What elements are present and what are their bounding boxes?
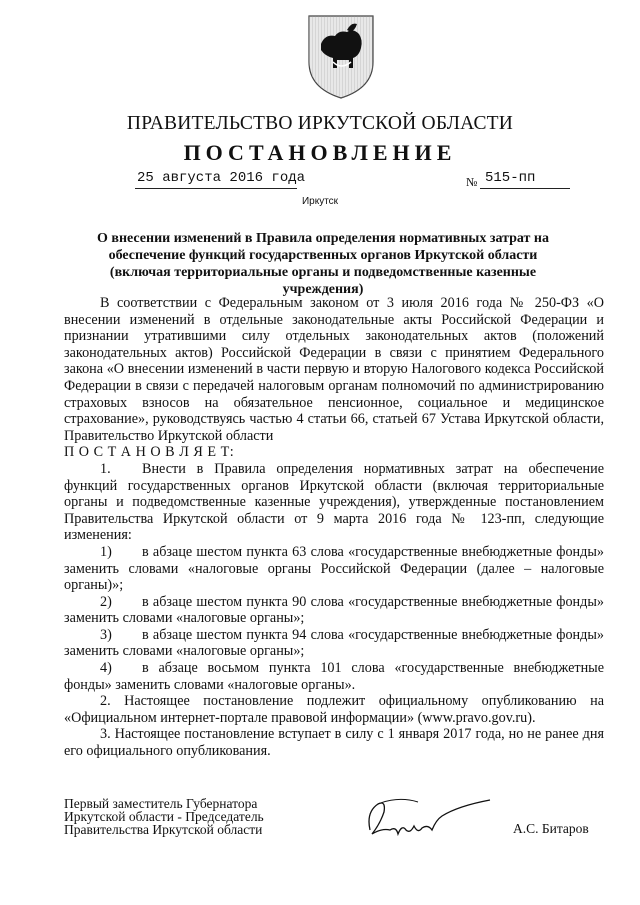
subitem-4-text: в абзаце восьмом пункта 101 слова «государственные внебюджетные фонды» заменить словами «налоговые органы». xyxy=(64,660,604,693)
number-sign: № xyxy=(466,175,478,189)
date-underline xyxy=(135,188,297,189)
subitem-3 xyxy=(64,627,604,660)
subitem-3-text: в абзаце шестом пункта 94 слова «государственные внебюджетные фонды» заменить словами «налоговые органы»; xyxy=(64,626,604,660)
subitem-3-number: 3) xyxy=(100,626,112,643)
number-underline xyxy=(480,188,570,189)
subitem-1-text: в абзаце шестом пункта 63 слова «государственные внебюджетные фонды» заменить словами «налоговые органы Российской Федерации (далее – налоговые органы)»; xyxy=(64,543,604,594)
paragraph-1 xyxy=(64,461,604,544)
paragraph-1-number: 1. xyxy=(100,460,111,477)
paragraph-1-text: Внести в Правила определения нормативных затрат на обеспечение функций государственных органов Иркутской области (включая территориальные органы и подведомственные казенные учреждения), утвержденные постановлением Правительства Иркутской области от 9 марта 2016 года № 123-пп, следующие изменения: xyxy=(64,460,604,544)
paragraph-3: 3. Настоящее постановление вступает в силу с 1 января 2017 года, но не ранее дня его официального опубликования. xyxy=(64,726,604,760)
subitem-1 xyxy=(64,544,604,594)
subitem-2 xyxy=(64,594,604,627)
paragraph-2: 2. Настоящее постановление подлежит официальному опубликованию на «Официальном интернет-портале правовой информации» (www.pravo.gov.ru). xyxy=(64,693,604,726)
resolves-heading: П О С Т А Н О В Л Я Е Т: xyxy=(64,444,235,461)
city-name: Иркутск xyxy=(301,196,339,207)
document-type-heading: ПОСТАНОВЛЕНИЕ xyxy=(183,140,457,165)
signatory-line-2: Иркутской области - Председатель xyxy=(64,809,264,824)
subitem-2-text: в абзаце шестом пункта 90 слова «государственные внебюджетные фонды» заменить словами «налоговые органы»; xyxy=(64,593,604,627)
preamble-paragraph: В соответствии с Федеральным законом от 3 июля 2016 года № 250-ФЗ «О внесении изменений в отдельные законодательные акты Российской Федерации и признании утратившими силу отдельных законодательных актов (положений законодательных актов) Российской Федерации в связи с принятием Федерального закона «О внесении изменений в части первую и вторую Налогового кодекса Российской Федерации в связи с передачей налоговым органам полномочий по администрированию страховых взносов на обязательное пенсионное, социальное и медицинское страхование», руководствуясь частью 4 статьи 66, статьей 67 Устава Иркутской области, Правительство Иркутской области xyxy=(64,295,604,444)
subitem-2-number: 2) xyxy=(100,593,112,610)
coat-of-arms-emblem xyxy=(303,10,379,100)
subitem-1-number: 1) xyxy=(100,543,112,560)
signatory-line-3: Правительства Иркутской области xyxy=(64,822,263,837)
signatory-line-1: Первый заместитель Губернатора xyxy=(64,796,258,811)
document-number: 515-пп xyxy=(485,170,536,186)
document-title: О внесении изменений в Правила определения нормативных затрат на обеспечение функций государственных органов Иркутской области (включая территориальные органы и подведомственные казенные учреждения) xyxy=(97,231,549,297)
document-body xyxy=(64,295,604,760)
handwritten-signature xyxy=(358,790,498,850)
subitem-4 xyxy=(64,660,604,693)
document-date: 25 августа 2016 года xyxy=(137,170,306,186)
subitem-4-number: 4) xyxy=(100,660,112,677)
signatory-name: А.С. Битаров xyxy=(513,821,589,836)
signatory-position xyxy=(64,797,264,836)
government-name: ПРАВИТЕЛЬСТВО ИРКУТСКОЙ ОБЛАСТИ xyxy=(126,113,514,134)
